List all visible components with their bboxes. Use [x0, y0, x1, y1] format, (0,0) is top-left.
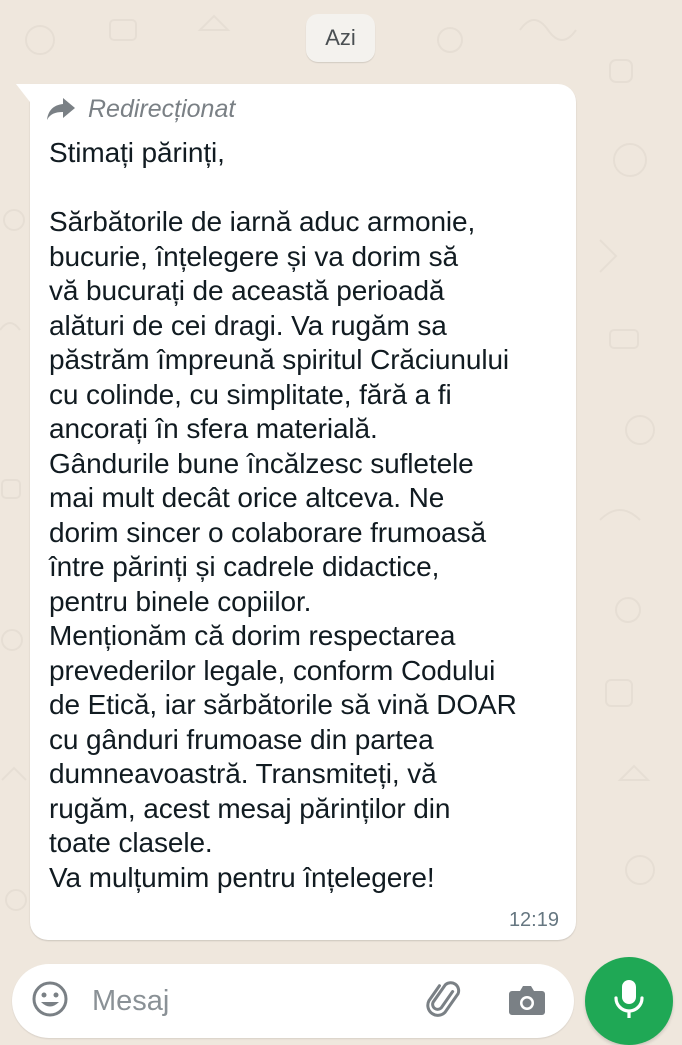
message-timestamp: 12:19: [508, 909, 559, 931]
microphone-icon: [612, 978, 646, 1025]
paperclip-icon: [424, 979, 466, 1026]
forwarded-indicator: [46, 92, 235, 126]
message-composer: [12, 964, 574, 1038]
emoji-icon: [30, 979, 70, 1024]
camera-button[interactable]: [506, 981, 548, 1023]
forward-arrow-icon: [46, 96, 76, 122]
camera-icon: [506, 979, 548, 1026]
bubble-tail: [16, 84, 30, 102]
message-input[interactable]: [92, 976, 392, 1026]
voice-message-button[interactable]: [585, 957, 673, 1045]
message-bubble[interactable]: [30, 84, 576, 940]
forwarded-label: Redirecționat: [88, 94, 236, 123]
emoji-button[interactable]: [30, 981, 70, 1021]
date-label: Azi: [325, 25, 356, 50]
date-separator: [306, 14, 375, 62]
message-text: Stimați părinți, Sărbătorile de iarnă aduc armonie, bucurie, înțelegere și va dorim să vă bucurați de această perioadă alături de cei dragi. Va rugăm sa păstrăm împreună spiritul Crăciunului cu colinde, cu simplitate, fără a fi ancorați în sfera materială. Gândurile bune încălzesc sufletele mai mult decât orice altceva. Ne dorim sincer o colaborare frumoasă între părinți și cadrele didactice, pentru binele copiilor. Menționăm că dorim respectarea prevederilor legale, conform Codului de Etică, iar sărbătorile să vină DOAR cu gânduri frumoase din partea dumneavoastră. Transmiteți, vă rugăm, acest mesaj părinților din toate clasele. Va mulțumim pentru înțelegere!: [49, 137, 517, 893]
attach-button[interactable]: [424, 981, 466, 1023]
